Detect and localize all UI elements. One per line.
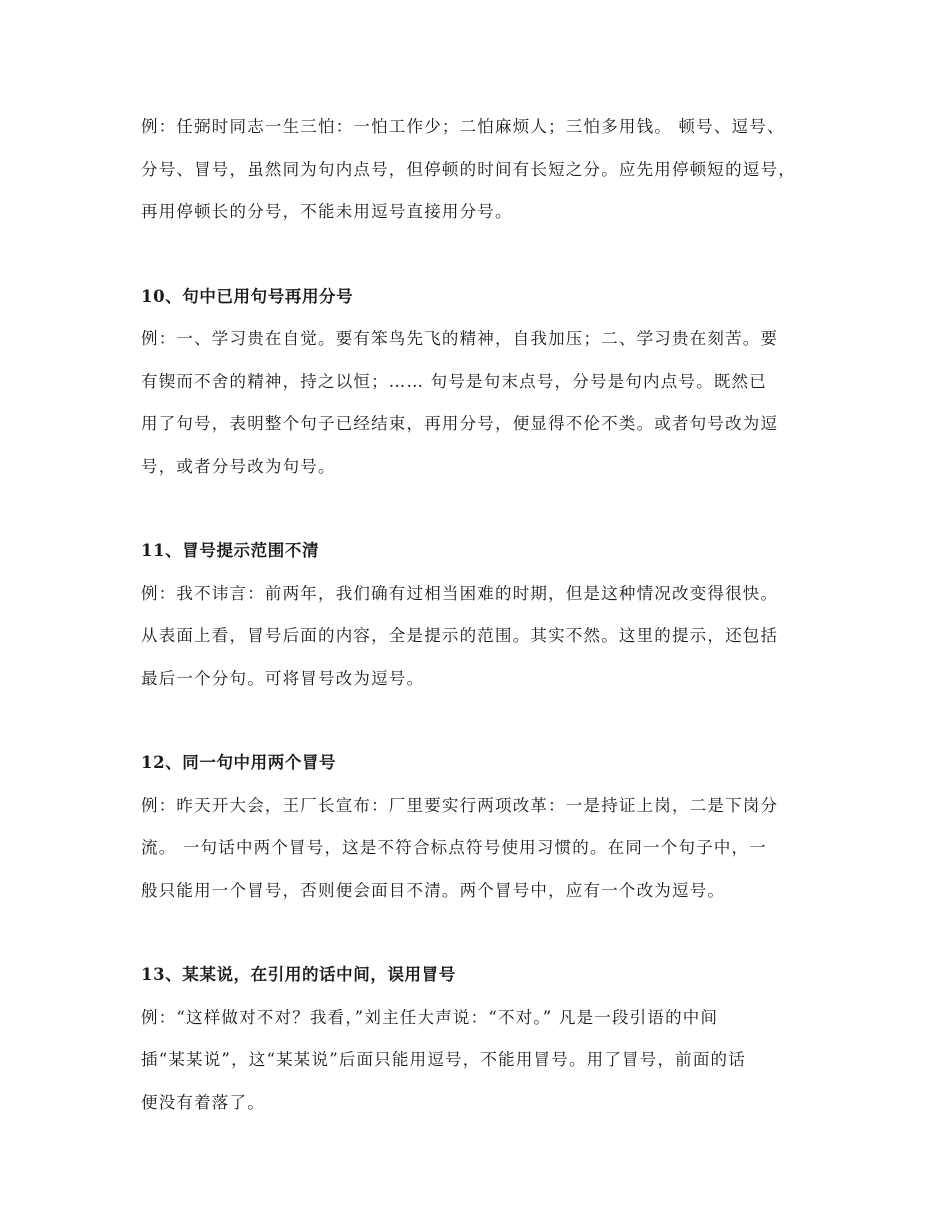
text-line: 例：我不讳言：前两年，我们确有过相当困难的时期，但是这种情况改变得很快。 bbox=[141, 583, 779, 603]
text-line: 例：“这样做对不对？我看，”刘主任大声说：“不对。” 凡是一段引语的中间 bbox=[141, 1007, 719, 1027]
section-heading: 12、同一句中用两个冒号 bbox=[141, 753, 337, 772]
text-line: 再用停顿长的分号，不能未用逗号直接用分号。 bbox=[141, 202, 513, 221]
section-gap bbox=[141, 700, 820, 742]
section-11 bbox=[141, 530, 820, 700]
text-line: 有锲而不舍的精神，持之以恒；…… 句号是句末点号，分号是句内点号。既然已 bbox=[141, 371, 767, 391]
section-intro bbox=[141, 106, 820, 234]
text-line: 最后一个分句。可将冒号改为逗号。 bbox=[141, 668, 425, 688]
text-line: 分号、冒号，虽然同为句内点号，但停顿的时间有长短之分。应先用停顿短的逗号， bbox=[141, 159, 796, 179]
section-heading: 13、某某说，在引用的话中间，误用冒号 bbox=[141, 965, 456, 984]
text-line: 例：昨天开大会，王厂长宣布：厂里要实行两项改革：一是持证上岗，二是下岗分 bbox=[141, 795, 779, 815]
text-line: 号，或者分号改为句号。 bbox=[141, 456, 336, 476]
text-line: 例：任弼时同志一生三怕：一怕工作少；二怕麻烦人；三怕多用钱。 顿号、逗号、 bbox=[141, 117, 785, 136]
text-line: 用了句号，表明整个句子已经结束，再用分号，便显得不伦不类。或者句号改为逗 bbox=[141, 414, 779, 433]
section-gap bbox=[141, 234, 820, 276]
text-line: 般只能用一个冒号，否则便会面目不清。两个冒号中，应有一个改为逗号。 bbox=[141, 880, 726, 900]
paragraph bbox=[141, 785, 820, 913]
section-12 bbox=[141, 742, 820, 912]
paragraph bbox=[141, 318, 820, 488]
text-line: 便没有着落了。 bbox=[141, 1092, 265, 1112]
paragraph bbox=[141, 997, 820, 1125]
paragraph bbox=[141, 573, 820, 701]
text-line: 插“某某说”，这“某某说”后面只能用逗号，不能用冒号。用了冒号，前面的话 bbox=[141, 1050, 746, 1069]
text-line: 从表面上看，冒号后面的内容，全是提示的范围。其实不然。这里的提示，还包括 bbox=[141, 626, 779, 645]
section-heading: 11、冒号提示范围不清 bbox=[141, 541, 320, 560]
text-line: 流。 一句话中两个冒号，这是不符合标点符号使用习惯的。在同一个句子中，一 bbox=[141, 838, 767, 857]
section-10 bbox=[141, 276, 820, 489]
section-heading: 10、句中已用句号再用分号 bbox=[141, 286, 354, 306]
section-gap bbox=[141, 488, 820, 530]
section-13 bbox=[141, 954, 820, 1124]
text-line: 例：一、学习贵在自觉。要有笨鸟先飞的精神，自我加压；二、学习贵在刻苦。要 bbox=[141, 329, 779, 348]
section-gap bbox=[141, 912, 820, 954]
paragraph bbox=[141, 106, 820, 234]
